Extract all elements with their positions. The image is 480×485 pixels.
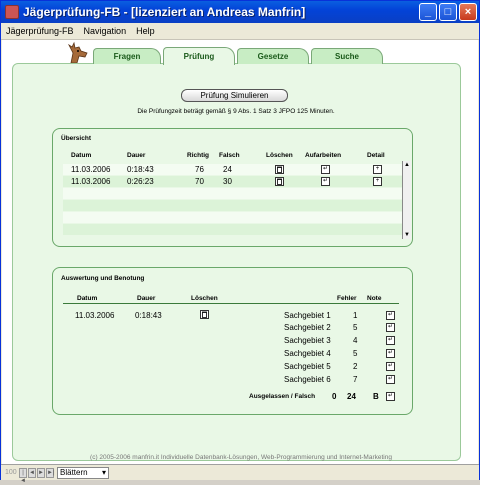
- row-falsch: 24: [223, 165, 232, 174]
- close-icon[interactable]: ×: [459, 3, 477, 21]
- first-record-icon[interactable]: |◄: [20, 469, 26, 484]
- table-row-empty: [63, 200, 402, 211]
- next-record-icon[interactable]: ►: [38, 469, 44, 476]
- arrow-icon[interactable]: ↵: [387, 376, 394, 382]
- overview-title: Übersicht: [61, 135, 91, 142]
- evaluation-title: Auswertung und Benotung: [61, 275, 145, 282]
- deer-logo-icon: [63, 41, 93, 65]
- menu-item-navigation[interactable]: Navigation: [83, 26, 127, 36]
- menu-item-app[interactable]: Jägerprüfung-FB: [6, 26, 74, 36]
- area-fehler: 2: [353, 362, 358, 371]
- table-row-empty: [63, 188, 402, 199]
- copyright-footer: (c) 2005-2006 manfrin.it Individuelle Datenbank-Lösungen, Web-Programmierung und Internet-Marketing: [90, 454, 392, 461]
- status-bar: [1, 464, 479, 484]
- chevron-down-icon: ▾: [101, 468, 106, 477]
- row-dauer: 0:26:23: [127, 177, 154, 186]
- table-row-empty: [63, 224, 402, 235]
- arrow-icon[interactable]: ↵: [387, 350, 394, 356]
- arrow-icon[interactable]: ↵: [387, 393, 394, 399]
- table-row-empty: [63, 212, 402, 223]
- table-row[interactable]: [63, 176, 402, 187]
- area-fehler: 5: [353, 349, 358, 358]
- title-bar[interactable]: [1, 1, 479, 23]
- col-aufarbeiten: Aufarbeiten: [305, 152, 342, 159]
- area-fehler: 7: [353, 375, 358, 384]
- menu-bar: [1, 23, 479, 40]
- arrow-icon[interactable]: ↵: [387, 337, 394, 343]
- arrow-icon[interactable]: ↵: [322, 166, 329, 172]
- arrow-icon[interactable]: ↵: [387, 324, 394, 330]
- col-loeschen: Löschen: [191, 295, 218, 302]
- scroll-up-icon[interactable]: ▲: [404, 162, 410, 168]
- summary-falsch: 24: [347, 392, 356, 401]
- row-dauer: 0:18:43: [127, 165, 154, 174]
- tab-gesetze[interactable]: Gesetze: [237, 48, 309, 64]
- window-title: Jägerprüfung-FB - [lizenziert an Andreas Manfrin]: [23, 5, 306, 19]
- maximize-icon[interactable]: □: [439, 3, 457, 21]
- exam-duration-info: Die Prüfungzeit beträgt gemäß § 9 Abs. 1 Satz 3 JFPO 125 Minuten.: [137, 108, 335, 115]
- overview-scrollbar[interactable]: [402, 161, 411, 239]
- area-name: Sachgebiet 1: [284, 311, 331, 320]
- col-richtig: Richtig: [187, 152, 210, 159]
- zoom-level: 100: [5, 469, 17, 476]
- plus-icon[interactable]: +: [373, 165, 382, 174]
- tab-pruefung[interactable]: Prüfung: [163, 47, 235, 65]
- table-row[interactable]: [63, 164, 402, 175]
- col-fehler: Fehler: [337, 295, 357, 302]
- row-richtig: 76: [195, 165, 204, 174]
- row-datum: 11.03.2006: [71, 165, 111, 174]
- eval-dauer: 0:18:43: [135, 311, 162, 320]
- col-loeschen: Löschen: [266, 152, 293, 159]
- summary-note: B: [373, 392, 379, 401]
- mode-select[interactable]: [57, 467, 109, 479]
- arrow-icon[interactable]: ↵: [322, 178, 329, 184]
- col-detail: Detail: [367, 152, 385, 159]
- row-richtig: 70: [195, 177, 204, 186]
- area-fehler: 4: [353, 336, 358, 345]
- trash-icon[interactable]: [200, 310, 209, 319]
- prev-record-icon[interactable]: ◄: [29, 469, 35, 476]
- header-divider: [63, 303, 399, 304]
- arrow-icon[interactable]: ↵: [387, 363, 394, 369]
- area-name: Sachgebiet 3: [284, 336, 331, 345]
- mode-select-value: Blättern: [60, 468, 88, 477]
- area-name: Sachgebiet 4: [284, 349, 331, 358]
- area-fehler: 5: [353, 323, 358, 332]
- minimize-icon[interactable]: _: [419, 3, 437, 21]
- trash-icon[interactable]: [275, 165, 284, 174]
- area-fehler: 1: [353, 311, 358, 320]
- eval-datum: 11.03.2006: [75, 311, 115, 320]
- area-name: Sachgebiet 5: [284, 362, 331, 371]
- col-dauer: Dauer: [127, 152, 146, 159]
- col-note: Note: [367, 295, 382, 302]
- trash-icon[interactable]: [275, 177, 284, 186]
- plus-icon[interactable]: +: [373, 177, 382, 186]
- col-dauer: Dauer: [137, 295, 156, 302]
- col-datum: Datum: [77, 295, 98, 302]
- simulate-exam-button[interactable]: Prüfung Simulieren: [181, 89, 288, 102]
- area-name: Sachgebiet 2: [284, 323, 331, 332]
- col-falsch: Falsch: [219, 152, 240, 159]
- summary-label: Ausgelassen / Falsch: [249, 393, 316, 400]
- row-datum: 11.03.2006: [71, 177, 111, 186]
- scroll-down-icon[interactable]: ▼: [404, 232, 410, 238]
- app-icon: [5, 5, 19, 19]
- tab-fragen[interactable]: Fragen: [93, 48, 161, 64]
- arrow-icon[interactable]: ↵: [387, 312, 394, 318]
- row-falsch: 30: [223, 177, 232, 186]
- tab-suche[interactable]: Suche: [311, 48, 383, 64]
- area-name: Sachgebiet 6: [284, 375, 331, 384]
- menu-item-help[interactable]: Help: [136, 26, 155, 36]
- col-datum: Datum: [71, 152, 92, 159]
- last-record-icon[interactable]: ►|: [47, 469, 55, 476]
- evaluation-group: [52, 267, 413, 415]
- summary-ausgelassen: 0: [332, 392, 337, 401]
